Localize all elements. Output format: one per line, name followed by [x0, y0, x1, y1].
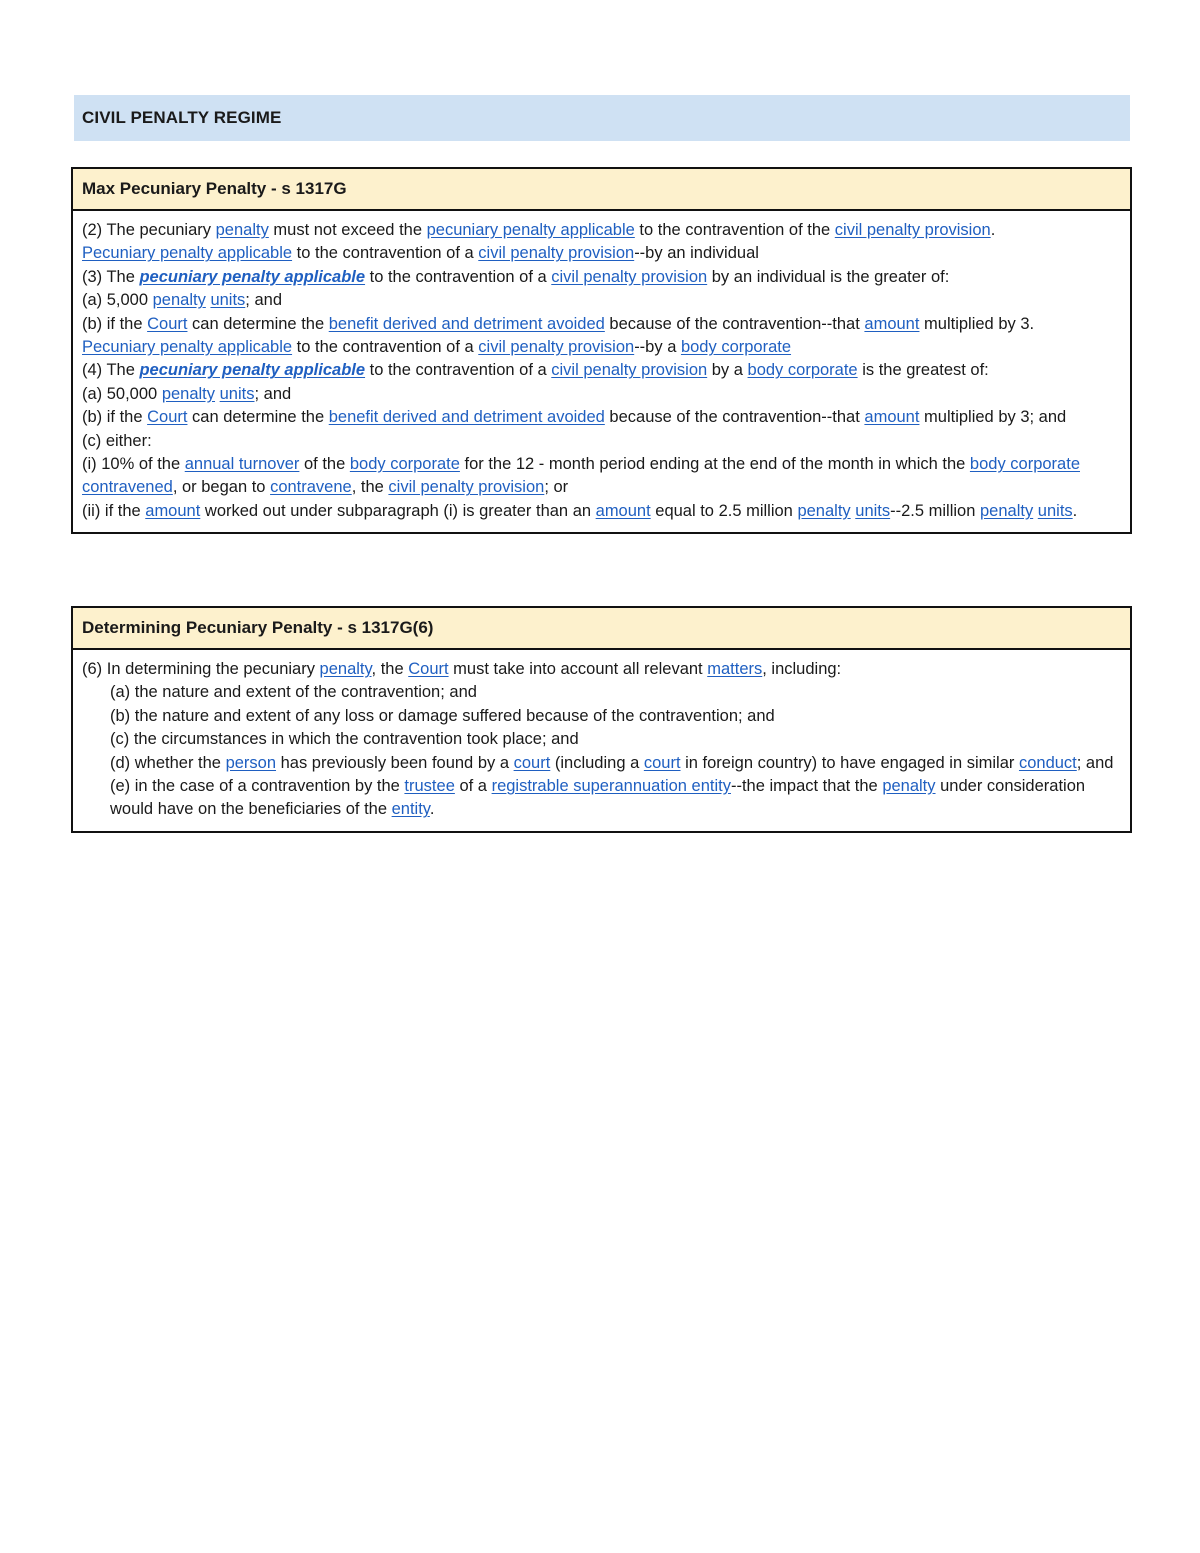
paragraph-text: (6) In determining the pecuniary [82, 660, 320, 678]
paragraph-text: (e) in the case of a contravention by the [110, 777, 405, 796]
paragraph-text: of a [454, 777, 492, 796]
paragraph-text: ; or [544, 478, 569, 497]
paragraph-text: . [990, 221, 996, 239]
paragraph-text: can determine the [187, 408, 329, 427]
paragraph-text: --the impact that the [730, 777, 883, 796]
banner-title: CIVIL PENALTY REGIME [82, 108, 282, 127]
section-heading: Max Pecuniary Penalty - s 1317G [82, 179, 347, 198]
paragraph [82, 289, 1121, 312]
paragraph-text: (2) The pecuniary [82, 221, 216, 239]
determining-pecuniary-penalty-header [73, 608, 1130, 650]
paragraph-text: (b) the nature and extent of any loss or damage suffered because of the contravention; and [110, 706, 775, 725]
paragraph [82, 430, 1121, 453]
section-heading: Determining Pecuniary Penalty - s 1317G(6) [82, 618, 434, 637]
term-link[interactable]: body corporate [680, 338, 792, 357]
term-link[interactable]: pecuniary penalty applicable [139, 361, 366, 380]
term-link[interactable]: penalty [215, 221, 269, 239]
max-pecuniary-penalty-header [73, 169, 1130, 211]
paragraph [82, 406, 1121, 429]
max-pecuniary-penalty-box [71, 167, 1132, 534]
paragraph [82, 336, 1121, 359]
term-link[interactable]: penalty [979, 501, 1034, 520]
term-link[interactable]: penalty [161, 384, 216, 403]
term-link[interactable]: person [225, 753, 277, 772]
paragraph-text: in foreign country) to have engaged in similar [680, 753, 1019, 772]
term-link[interactable]: body corporate [747, 361, 858, 380]
paragraph-text: (a) 5,000 [82, 291, 153, 310]
term-link[interactable]: registrable superannuation entity [491, 777, 731, 796]
paragraph-text: to the contravention of a [365, 361, 552, 380]
paragraph-text: multiplied by 3; and [919, 408, 1067, 427]
term-link[interactable]: penalty [152, 291, 206, 310]
paragraph-text: by an individual is the greater of: [707, 267, 950, 286]
paragraph-text: ; and [254, 384, 292, 403]
paragraph-text: to the contravention of a [292, 338, 479, 357]
paragraph-text: (c) either: [82, 431, 152, 450]
paragraph-text: to the contravention of the [634, 221, 835, 239]
paragraph-text: (including a [550, 753, 644, 772]
term-link[interactable]: civil penalty provision [551, 267, 708, 286]
paragraph-text: , or began to [172, 478, 271, 497]
paragraph-text: worked out under subparagraph (i) is greater than an [200, 501, 596, 520]
term-link[interactable]: contravened [82, 478, 173, 497]
term-link[interactable]: trustee [404, 777, 455, 796]
term-link[interactable]: civil penalty provision [478, 244, 635, 263]
paragraph-text: can determine the [187, 314, 329, 333]
paragraph-text: . [1072, 501, 1078, 520]
term-link[interactable]: units [1037, 501, 1073, 520]
paragraph [82, 242, 1121, 265]
term-link[interactable]: court [513, 753, 551, 772]
term-link[interactable]: Pecuniary penalty applicable [82, 338, 293, 357]
term-link[interactable]: amount [145, 501, 201, 520]
term-link[interactable]: benefit derived and detriment avoided [328, 314, 605, 333]
max-pecuniary-penalty-body [73, 211, 1130, 532]
term-link[interactable]: Court [147, 408, 188, 427]
term-link[interactable]: amount [864, 408, 920, 427]
term-link[interactable]: conduct [1018, 753, 1077, 772]
paragraph [82, 383, 1121, 406]
paragraph-text: . [429, 800, 435, 819]
term-link[interactable]: amount [595, 501, 651, 520]
paragraph-text: --by an individual [634, 244, 759, 263]
paragraph-text: is the greatest of: [857, 361, 989, 380]
paragraph [82, 728, 1121, 751]
term-link[interactable]: body corporate [349, 455, 460, 474]
term-link[interactable]: civil penalty provision [478, 338, 635, 357]
term-link[interactable]: penalty [797, 501, 851, 520]
paragraph-text: --by a [634, 338, 681, 357]
paragraph [82, 681, 1121, 704]
paragraph-text: (b) if the [82, 314, 148, 333]
paragraph-text: has previously been found by a [276, 753, 514, 772]
term-link[interactable]: Pecuniary penalty applicable [82, 244, 293, 263]
term-link[interactable]: Court [408, 660, 449, 678]
paragraph [82, 500, 1121, 523]
paragraph-text: (c) the circumstances in which the contravention took place; and [110, 730, 579, 749]
paragraph-text: (b) if the [82, 408, 148, 427]
section-banner [74, 95, 1130, 141]
term-link[interactable]: penalty [882, 777, 936, 796]
paragraph-text: to the contravention of a [365, 267, 552, 286]
paragraph [82, 219, 1121, 242]
paragraph [82, 705, 1121, 728]
paragraph-text: for the 12 - month period ending at the end of the month in which the [459, 455, 970, 474]
paragraph [82, 775, 1121, 822]
paragraph [82, 266, 1121, 289]
paragraph-text: must take into account all relevant [448, 660, 708, 678]
paragraph-text: because of the contravention--that [604, 408, 865, 427]
determining-pecuniary-penalty-body [73, 650, 1130, 831]
term-link[interactable]: entity [391, 800, 430, 819]
paragraph-text: multiplied by 3. [919, 314, 1035, 333]
paragraph [82, 453, 1121, 500]
paragraph-text: ; and [1076, 753, 1114, 772]
paragraph-text: equal to 2.5 million [650, 501, 798, 520]
determining-pecuniary-penalty-box [71, 606, 1132, 833]
paragraph-text: (i) 10% of the [82, 455, 185, 474]
term-link[interactable]: body corporate [969, 455, 1080, 474]
paragraph-text: ; and [245, 291, 282, 310]
paragraph-text: , the [351, 478, 389, 497]
term-link[interactable]: contravene [270, 478, 352, 497]
paragraph [82, 313, 1121, 336]
paragraph-text: , including: [762, 660, 842, 678]
paragraph-text: (ii) if the [82, 501, 146, 520]
term-link[interactable]: court [643, 753, 681, 772]
paragraph [82, 359, 1121, 382]
paragraph-text: of the [299, 455, 350, 474]
term-link[interactable]: amount [864, 314, 920, 333]
term-link[interactable]: pecuniary penalty applicable [139, 267, 366, 286]
paragraph-text: (4) The [82, 361, 140, 380]
paragraph-text: , the [371, 660, 409, 678]
term-link[interactable]: civil penalty provision [834, 221, 991, 239]
paragraph-text: under consideration would have on the beneficiaries of the [110, 777, 1086, 819]
paragraph [82, 658, 1121, 681]
paragraph-text: because of the contravention--that [604, 314, 865, 333]
paragraph-text: by a [707, 361, 748, 380]
term-link[interactable]: penalty [319, 660, 372, 678]
paragraph-text: (d) whether the [110, 753, 226, 772]
paragraph-text: must not exceed the [268, 221, 427, 239]
term-link[interactable]: pecuniary penalty applicable [426, 221, 635, 239]
paragraph-text: to the contravention of a [292, 244, 479, 263]
term-link[interactable]: units [210, 291, 246, 310]
term-link[interactable]: matters [707, 660, 763, 678]
term-link[interactable]: benefit derived and detriment avoided [328, 408, 605, 427]
paragraph-text: (a) the nature and extent of the contravention; and [110, 683, 477, 702]
paragraph-text: --2.5 million [890, 501, 980, 520]
paragraph-text: (a) 50,000 [82, 384, 162, 403]
paragraph-text: (3) The [82, 267, 140, 286]
term-link[interactable]: units [219, 384, 255, 403]
term-link[interactable]: civil penalty provision [551, 361, 708, 380]
term-link[interactable]: civil penalty provision [388, 478, 545, 497]
paragraph [82, 752, 1121, 775]
term-link[interactable]: Court [147, 314, 188, 333]
term-link[interactable]: units [855, 501, 891, 520]
term-link[interactable]: annual turnover [184, 455, 300, 474]
